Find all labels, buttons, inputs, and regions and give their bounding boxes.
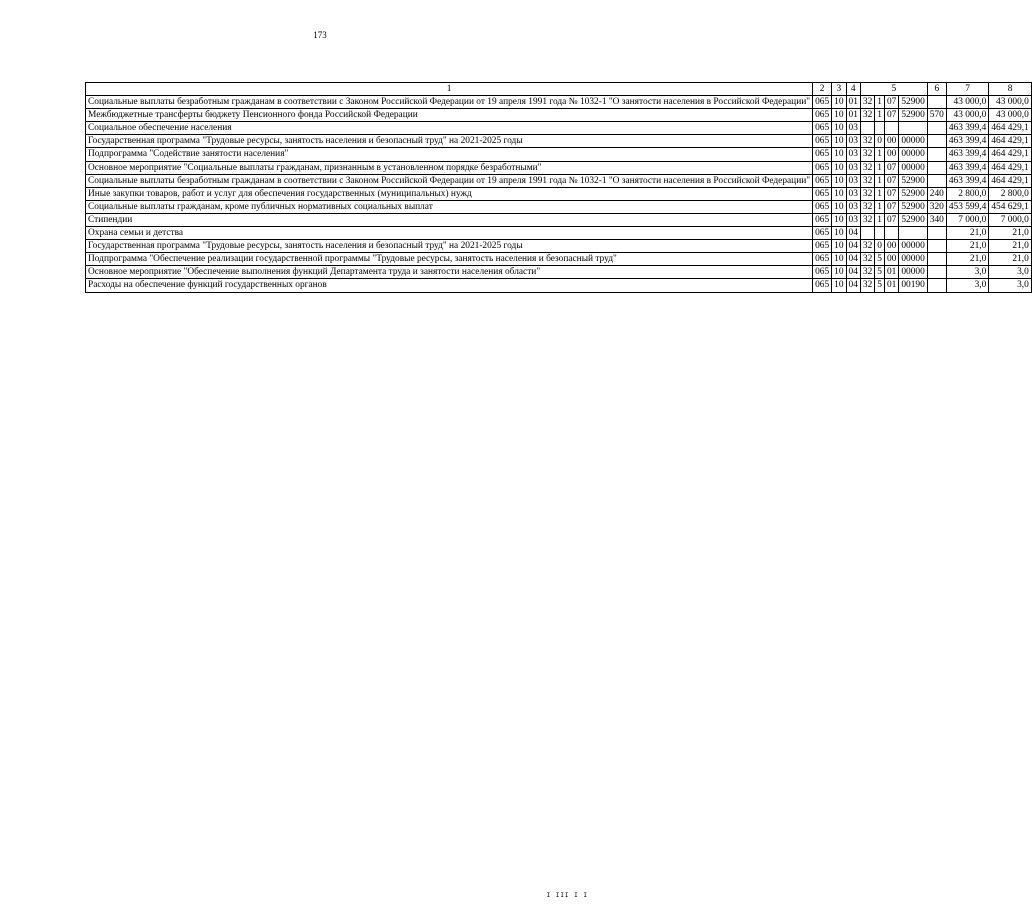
row-cell-3: 10 bbox=[832, 109, 846, 122]
table-row bbox=[86, 240, 1032, 253]
row-name-cell: Государственная программа "Трудовые ресурсы, занятость населения и безопасный труд" на 2021-2025 годы bbox=[86, 135, 813, 148]
row-cell-8: 464 429,1 bbox=[989, 174, 1032, 187]
row-cell-4: 03 bbox=[846, 161, 860, 174]
header-cell-1: 1 bbox=[86, 83, 813, 96]
row-cell-6: 320 bbox=[927, 200, 946, 213]
row-cell-7: 43 000,0 bbox=[946, 96, 989, 109]
row-cell-5d bbox=[899, 227, 927, 240]
row-cell-5d: 52900 bbox=[899, 109, 927, 122]
row-cell-4: 03 bbox=[846, 122, 860, 135]
table-row bbox=[86, 161, 1032, 174]
row-cell-4: 04 bbox=[846, 266, 860, 279]
row-cell-7: 463 399,4 bbox=[946, 174, 989, 187]
row-cell-5d: 52900 bbox=[899, 174, 927, 187]
row-name-cell: Социальное обеспечение населения bbox=[86, 122, 813, 135]
table-row bbox=[86, 227, 1032, 240]
row-cell-4: 03 bbox=[846, 174, 860, 187]
row-cell-5b: 0 bbox=[875, 135, 885, 148]
row-cell-5a: 32 bbox=[860, 266, 874, 279]
row-cell-5a: 32 bbox=[860, 213, 874, 226]
row-cell-5a: 32 bbox=[860, 253, 874, 266]
row-cell-4: 03 bbox=[846, 200, 860, 213]
row-cell-6: 240 bbox=[927, 187, 946, 200]
row-cell-7: 3,0 bbox=[946, 279, 989, 292]
row-cell-5b: 1 bbox=[875, 109, 885, 122]
row-cell-2: 065 bbox=[813, 109, 832, 122]
row-name-cell: Социальные выплаты безработным гражданам в соответствии с Законом Российской Федерации от 19 апреля 1991 года № 1032-1 "О занятости населения в Российской Федерации" bbox=[86, 96, 813, 109]
row-cell-5b: 1 bbox=[875, 96, 885, 109]
row-cell-6 bbox=[927, 279, 946, 292]
row-cell-8: 3,0 bbox=[989, 279, 1032, 292]
row-cell-5c: 07 bbox=[884, 200, 898, 213]
row-cell-4: 03 bbox=[846, 135, 860, 148]
row-cell-5c: 07 bbox=[884, 174, 898, 187]
row-cell-5d: 00190 bbox=[899, 279, 927, 292]
row-name-cell: Подпрограмма "Обеспечение реализации государственной программы "Трудовые ресурсы, занятость населения и безопасный труд" bbox=[86, 253, 813, 266]
row-cell-5a: 32 bbox=[860, 174, 874, 187]
row-cell-5a: 32 bbox=[860, 135, 874, 148]
row-cell-6: 570 bbox=[927, 109, 946, 122]
table-row bbox=[86, 266, 1032, 279]
table-row bbox=[86, 187, 1032, 200]
row-cell-6 bbox=[927, 253, 946, 266]
row-cell-2: 065 bbox=[813, 96, 832, 109]
row-cell-3: 10 bbox=[832, 135, 846, 148]
row-cell-5c: 07 bbox=[884, 109, 898, 122]
table-row bbox=[86, 148, 1032, 161]
row-cell-4: 04 bbox=[846, 240, 860, 253]
table-row bbox=[86, 135, 1032, 148]
row-cell-5b: 5 bbox=[875, 266, 885, 279]
row-name-cell: Расходы на обеспечение функций государственных органов bbox=[86, 279, 813, 292]
row-cell-5a: 32 bbox=[860, 240, 874, 253]
row-name-cell: Социальные выплаты гражданам, кроме публичных нормативных социальных выплат bbox=[86, 200, 813, 213]
row-cell-5c bbox=[884, 227, 898, 240]
table-header-row bbox=[86, 83, 1032, 96]
row-cell-5b: 1 bbox=[875, 200, 885, 213]
row-name-cell: Социальные выплаты безработным гражданам в соответствии с Законом Российской Федерации от 19 апреля 1991 года № 1032-1 "О занятости населения в Российской Федерации" bbox=[86, 174, 813, 187]
row-cell-2: 065 bbox=[813, 253, 832, 266]
row-cell-3: 10 bbox=[832, 253, 846, 266]
header-cell-2: 2 bbox=[813, 83, 832, 96]
row-cell-5c: 00 bbox=[884, 148, 898, 161]
row-name-cell: Государственная программа "Трудовые ресурсы, занятость населения и безопасный труд" на 2021-2025 годы bbox=[86, 240, 813, 253]
row-cell-5a bbox=[860, 227, 874, 240]
row-name-cell: Охрана семьи и детства bbox=[86, 227, 813, 240]
table-row bbox=[86, 109, 1032, 122]
row-cell-6: 340 bbox=[927, 213, 946, 226]
row-cell-4: 03 bbox=[846, 187, 860, 200]
row-cell-8: 21,0 bbox=[989, 240, 1032, 253]
row-cell-5b: 1 bbox=[875, 187, 885, 200]
row-cell-3: 10 bbox=[832, 187, 846, 200]
row-cell-5b bbox=[875, 227, 885, 240]
row-cell-7: 21,0 bbox=[946, 253, 989, 266]
header-cell-7: 7 bbox=[946, 83, 989, 96]
footer-mark: I III I I bbox=[546, 892, 588, 899]
row-cell-6 bbox=[927, 122, 946, 135]
row-cell-6 bbox=[927, 266, 946, 279]
row-cell-7: 463 399,4 bbox=[946, 148, 989, 161]
row-cell-3: 10 bbox=[832, 200, 846, 213]
row-cell-4: 04 bbox=[846, 227, 860, 240]
table-body bbox=[86, 96, 1032, 292]
row-name-cell: Основное мероприятие "Обеспечение выполнения функций Департамента труда и занятости населения области" bbox=[86, 266, 813, 279]
row-name-cell: Стипендии bbox=[86, 213, 813, 226]
row-cell-2: 065 bbox=[813, 187, 832, 200]
row-cell-8: 3,0 bbox=[989, 266, 1032, 279]
row-cell-2: 065 bbox=[813, 279, 832, 292]
row-cell-5c: 07 bbox=[884, 187, 898, 200]
row-cell-4: 03 bbox=[846, 213, 860, 226]
row-cell-5d bbox=[899, 122, 927, 135]
row-cell-7: 7 000,0 bbox=[946, 213, 989, 226]
row-cell-6 bbox=[927, 174, 946, 187]
row-cell-5c: 00 bbox=[884, 240, 898, 253]
row-cell-3: 10 bbox=[832, 122, 846, 135]
table-row bbox=[86, 174, 1032, 187]
row-cell-5b bbox=[875, 122, 885, 135]
row-cell-6 bbox=[927, 96, 946, 109]
row-cell-3: 10 bbox=[832, 148, 846, 161]
row-cell-5d: 00000 bbox=[899, 240, 927, 253]
row-cell-5d: 52900 bbox=[899, 96, 927, 109]
row-cell-5c: 00 bbox=[884, 253, 898, 266]
row-cell-4: 04 bbox=[846, 279, 860, 292]
row-cell-5a: 32 bbox=[860, 148, 874, 161]
row-cell-2: 065 bbox=[813, 174, 832, 187]
row-cell-5c: 07 bbox=[884, 213, 898, 226]
row-cell-5d: 00000 bbox=[899, 135, 927, 148]
row-cell-5d: 52900 bbox=[899, 187, 927, 200]
row-cell-2: 065 bbox=[813, 227, 832, 240]
row-cell-5a: 32 bbox=[860, 96, 874, 109]
header-cell-3: 3 bbox=[832, 83, 846, 96]
row-cell-5c: 07 bbox=[884, 96, 898, 109]
header-cell-8: 8 bbox=[989, 83, 1032, 96]
row-cell-8: 21,0 bbox=[989, 253, 1032, 266]
table-row bbox=[86, 213, 1032, 226]
row-cell-3: 10 bbox=[832, 161, 846, 174]
row-cell-5d: 00000 bbox=[899, 253, 927, 266]
table-row bbox=[86, 253, 1032, 266]
row-cell-7: 463 399,4 bbox=[946, 122, 989, 135]
row-cell-5d: 00000 bbox=[899, 161, 927, 174]
row-cell-8: 43 000,0 bbox=[989, 109, 1032, 122]
row-cell-7: 2 800,0 bbox=[946, 187, 989, 200]
row-cell-5d: 52900 bbox=[899, 200, 927, 213]
row-cell-3: 10 bbox=[832, 279, 846, 292]
row-cell-6 bbox=[927, 227, 946, 240]
row-cell-3: 10 bbox=[832, 174, 846, 187]
row-cell-5a bbox=[860, 122, 874, 135]
row-cell-7: 21,0 bbox=[946, 240, 989, 253]
row-cell-6 bbox=[927, 161, 946, 174]
row-cell-2: 065 bbox=[813, 200, 832, 213]
row-cell-5b: 1 bbox=[875, 161, 885, 174]
row-cell-5a: 32 bbox=[860, 200, 874, 213]
row-name-cell: Основное мероприятие "Социальные выплаты гражданам, признанным в установленном порядке безработными" bbox=[86, 161, 813, 174]
row-cell-2: 065 bbox=[813, 122, 832, 135]
row-cell-5a: 32 bbox=[860, 109, 874, 122]
row-cell-5c: 01 bbox=[884, 279, 898, 292]
row-cell-7: 463 399,4 bbox=[946, 135, 989, 148]
row-cell-5c bbox=[884, 122, 898, 135]
row-cell-7: 453 599,4 bbox=[946, 200, 989, 213]
row-cell-4: 04 bbox=[846, 253, 860, 266]
row-cell-8: 464 429,1 bbox=[989, 148, 1032, 161]
row-cell-8: 2 800,0 bbox=[989, 187, 1032, 200]
row-cell-7: 21,0 bbox=[946, 227, 989, 240]
row-cell-5b: 1 bbox=[875, 174, 885, 187]
header-cell-5: 5 bbox=[860, 83, 927, 96]
budget-table bbox=[85, 82, 1032, 293]
row-cell-4: 01 bbox=[846, 96, 860, 109]
row-cell-8: 464 429,1 bbox=[989, 135, 1032, 148]
row-cell-3: 10 bbox=[832, 240, 846, 253]
row-cell-5a: 32 bbox=[860, 187, 874, 200]
row-cell-5b: 5 bbox=[875, 253, 885, 266]
row-cell-5b: 5 bbox=[875, 279, 885, 292]
row-cell-5d: 00000 bbox=[899, 266, 927, 279]
row-cell-8: 21,0 bbox=[989, 227, 1032, 240]
row-cell-5c: 07 bbox=[884, 161, 898, 174]
row-cell-4: 03 bbox=[846, 148, 860, 161]
row-cell-5a: 32 bbox=[860, 161, 874, 174]
row-cell-7: 3,0 bbox=[946, 266, 989, 279]
row-name-cell: Межбюджетные трансферты бюджету Пенсионного фонда Российской Федерации bbox=[86, 109, 813, 122]
row-cell-3: 10 bbox=[832, 227, 846, 240]
row-cell-8: 43 000,0 bbox=[989, 96, 1032, 109]
row-cell-5c: 00 bbox=[884, 135, 898, 148]
row-cell-6 bbox=[927, 135, 946, 148]
row-cell-8: 464 429,1 bbox=[989, 161, 1032, 174]
row-cell-2: 065 bbox=[813, 148, 832, 161]
row-cell-2: 065 bbox=[813, 240, 832, 253]
row-cell-6 bbox=[927, 240, 946, 253]
row-cell-6 bbox=[927, 148, 946, 161]
row-cell-3: 10 bbox=[832, 96, 846, 109]
row-name-cell: Подпрограмма "Содействие занятости населения" bbox=[86, 148, 813, 161]
row-cell-5d: 52900 bbox=[899, 213, 927, 226]
row-name-cell: Иные закупки товаров, работ и услуг для обеспечения государственных (муниципальных) нужд bbox=[86, 187, 813, 200]
row-cell-8: 7 000,0 bbox=[989, 213, 1032, 226]
row-cell-2: 065 bbox=[813, 266, 832, 279]
row-cell-8: 464 429,1 bbox=[989, 122, 1032, 135]
row-cell-5a: 32 bbox=[860, 279, 874, 292]
row-cell-5b: 0 bbox=[875, 240, 885, 253]
page-number: 173 bbox=[313, 30, 327, 40]
row-cell-7: 43 000,0 bbox=[946, 109, 989, 122]
row-cell-4: 01 bbox=[846, 109, 860, 122]
row-cell-2: 065 bbox=[813, 161, 832, 174]
row-cell-5b: 1 bbox=[875, 148, 885, 161]
table-row bbox=[86, 279, 1032, 292]
header-cell-4: 4 bbox=[846, 83, 860, 96]
header-cell-6: 6 bbox=[927, 83, 946, 96]
row-cell-5c: 01 bbox=[884, 266, 898, 279]
row-cell-8: 454 629,1 bbox=[989, 200, 1032, 213]
row-cell-5b: 1 bbox=[875, 213, 885, 226]
table-row bbox=[86, 122, 1032, 135]
row-cell-7: 463 399,4 bbox=[946, 161, 989, 174]
table-row bbox=[86, 200, 1032, 213]
row-cell-2: 065 bbox=[813, 213, 832, 226]
row-cell-3: 10 bbox=[832, 213, 846, 226]
table-row bbox=[86, 96, 1032, 109]
row-cell-3: 10 bbox=[832, 266, 846, 279]
row-cell-5d: 00000 bbox=[899, 148, 927, 161]
row-cell-2: 065 bbox=[813, 135, 832, 148]
